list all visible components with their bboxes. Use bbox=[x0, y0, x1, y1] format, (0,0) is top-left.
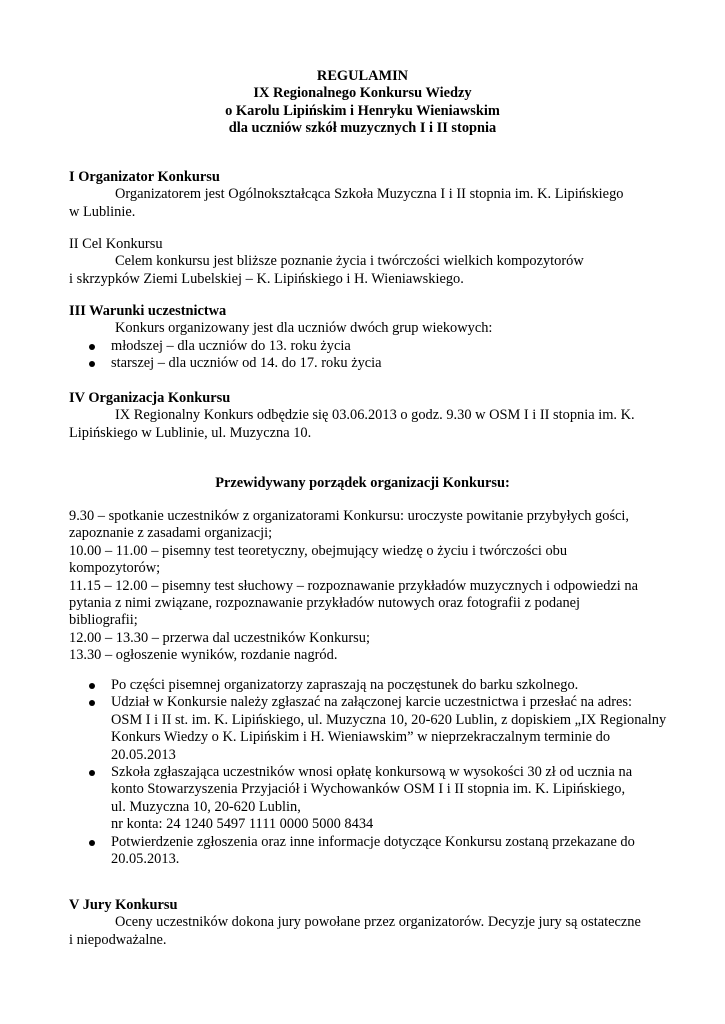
section-goal bbox=[69, 236, 669, 288]
note-fee-line: Szkoła zgłaszająca uczestników wnosi opłatę konkursową w wysokości 30 zł od ucznia na bbox=[111, 764, 633, 781]
title-line-3: o Karolu Lipińskim i Henryku Wieniawskim bbox=[225, 102, 500, 119]
section-goal-text-1: Celem konkursu jest bliższe poznanie życia i twórczości wielkich kompozytorów bbox=[115, 253, 584, 270]
section-organization-heading: IV Organizacja Konkursu bbox=[69, 390, 231, 406]
schedule-line: bibliografii; bbox=[69, 612, 138, 629]
schedule-line: 11.15 – 12.00 – pisemny test słuchowy – rozpoznawanie przykładów muzycznych i odpowiedzi na bbox=[69, 577, 638, 594]
section-conditions-heading: III Warunki uczestnictwa bbox=[69, 303, 227, 319]
section-goal-heading: II Cel Konkursu bbox=[69, 236, 163, 252]
age-group-younger: młodszej – dla uczniów do 13. roku życia bbox=[69, 338, 669, 355]
section-organization-text-1: IX Regionalny Konkurs odbędzie się 03.06.2013 o godz. 9.30 w OSM I i II stopnia im. K. bbox=[115, 407, 635, 424]
section-jury-heading: V Jury Konkursu bbox=[69, 897, 178, 913]
schedule-line: 12.00 – 13.30 – przerwa dal uczestników Konkursu; bbox=[69, 629, 370, 646]
note-refreshments: Po części pisemnej organizatorzy zapraszają na poczęstunek do barku szkolnego. bbox=[69, 677, 669, 694]
schedule-line: kompozytorów; bbox=[69, 560, 161, 577]
schedule-line: 13.30 – ogłoszenie wyników, rozdanie nagród. bbox=[69, 647, 338, 664]
title-line-4: dla uczniów szkół muzycznych I i II stopnia bbox=[228, 120, 497, 137]
schedule-line: 9.30 – spotkanie uczestników z organizatorami Konkursu: uroczyste powitanie przybyłych gości, bbox=[69, 508, 630, 524]
section-jury-text-2: i niepodważalne. bbox=[69, 931, 167, 948]
note-registration-line: Udział w Konkursie należy zgłaszać na załączonej karcie uczestnictwa i przesłać na adres: bbox=[111, 694, 632, 711]
schedule-line: zapoznanie z zasadami organizacji; bbox=[69, 525, 273, 542]
note-registration-line: 20.05.2013 bbox=[111, 746, 176, 763]
note-registration-line: Konkurs Wiedzy o K. Lipińskim i H. Wieniawskim” w nieprzekraczalnym terminie do bbox=[111, 729, 611, 746]
note-fee-line: konto Stowarzyszenia Przyjaciół i Wychowanków OSM I i II stopnia im. K. Lipińskiego, bbox=[111, 781, 626, 798]
section-organizer-text-2: w Lublinie. bbox=[69, 203, 136, 220]
title-line-1: REGULAMIN bbox=[316, 68, 409, 84]
note-fee-line: nr konta: 24 1240 5497 1111 0000 5000 8434 bbox=[111, 816, 374, 833]
age-group-list bbox=[69, 338, 669, 373]
document-title bbox=[0, 68, 725, 138]
schedule-line: 10.00 – 11.00 – pisemny test teoretyczny, obejmujący wiedzę o życiu i twórczości obu bbox=[69, 542, 568, 559]
note-fee bbox=[69, 764, 669, 834]
schedule-line: pytania z nimi związane, rozpoznawanie przykładów nutowych oraz fotografii z podanej bbox=[69, 595, 581, 612]
section-jury-text-1: Oceny uczestników dokona jury powołane przez organizatorów. Decyzje jury są ostateczne bbox=[115, 914, 641, 931]
section-organizer-heading: I Organizator Konkursu bbox=[69, 169, 220, 185]
notes-list bbox=[69, 677, 669, 868]
section-conditions bbox=[69, 303, 669, 373]
section-organization bbox=[69, 390, 669, 442]
title-line-2: IX Regionalnego Konkursu Wiedzy bbox=[253, 85, 472, 102]
section-organizer-text-1: Organizatorem jest Ogólnokształcąca Szkoła Muzyczna I i II stopnia im. K. Lipińskiego bbox=[115, 186, 624, 203]
notes bbox=[69, 677, 669, 868]
note-registration bbox=[69, 694, 669, 764]
note-confirmation-line: Potwierdzenie zgłoszenia oraz inne informacje dotyczące Konkursu zostaną przekazane do bbox=[111, 833, 635, 850]
note-fee-line: ul. Muzyczna 10, 20-620 Lublin, bbox=[111, 798, 301, 815]
schedule bbox=[69, 508, 669, 665]
section-goal-text-2: i skrzypków Ziemi Lubelskiej – K. Lipińskiego i H. Wieniawskiego. bbox=[69, 270, 464, 287]
schedule-heading: Przewidywany porządek organizacji Konkursu: bbox=[215, 475, 510, 491]
section-organizer bbox=[69, 169, 669, 221]
section-conditions-intro: Konkurs organizowany jest dla uczniów dwóch grup wiekowych: bbox=[115, 320, 493, 337]
note-confirmation bbox=[69, 834, 669, 869]
section-jury bbox=[69, 897, 669, 949]
note-registration-line: OSM I i II st. im. K. Lipińskiego, ul. Muzyczna 10, 20-620 Lublin, z dopiskiem „IX Regionalny bbox=[111, 711, 667, 728]
age-group-older: starszej – dla uczniów od 14. do 17. roku życia bbox=[69, 355, 669, 372]
note-confirmation-line: 20.05.2013. bbox=[111, 851, 180, 868]
section-organization-text-2: Lipińskiego w Lublinie, ul. Muzyczna 10. bbox=[69, 424, 312, 441]
